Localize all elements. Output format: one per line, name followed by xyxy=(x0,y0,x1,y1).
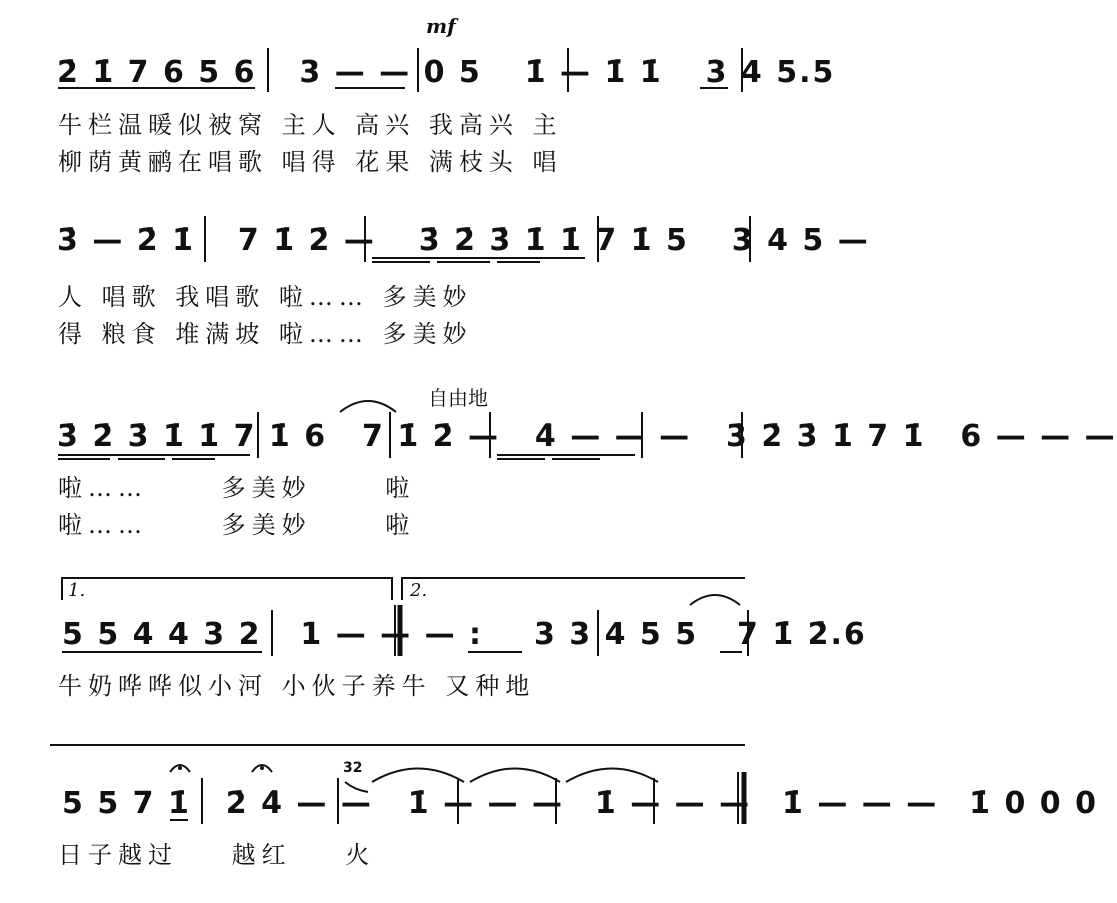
dynamic-mark-mf: mf xyxy=(426,14,456,38)
measure-4-1: 5 5 4 4 3 2 xyxy=(62,617,262,652)
tempo-mark: 自由地 xyxy=(428,386,488,410)
measure-1-1: 2̇ 1̇ 7 6 5 6 xyxy=(57,55,257,90)
tie xyxy=(470,769,560,783)
measure-5-4: 1̇ — — — xyxy=(594,786,752,821)
fermata-dot xyxy=(178,766,182,770)
lyrics-verse-1: 牛奶哗哗似小河 小伙子养牛 又种地 xyxy=(58,672,536,700)
measure-5-1: 5 5 7 1̇ xyxy=(62,786,191,821)
measure-4-4: 7 1̇ 2̇.6 xyxy=(737,617,867,652)
measure-2-1: 3̇ — 2̇ 1̇ xyxy=(57,223,195,258)
measure-1-3: 1̇ — 1̇ 1̇ xyxy=(524,55,663,90)
lyrics-verse-1: 牛栏温暖似被窝 主人 高兴 我高兴 主 xyxy=(58,111,563,139)
lyrics-verse-1: 啦…… 多美妙 啦 xyxy=(58,474,416,502)
measure-4-2: 1 — — — : xyxy=(300,617,484,652)
measure-5-3: 1̇ — — — xyxy=(407,786,564,821)
measure-3-1: 3̇ 2̇ 3̇ 1̇ 1̇ 7 1̇ 6 xyxy=(57,419,328,454)
lyrics-verse-2: 柳荫黄鹂在唱歌 唱得 花果 满枝头 唱 xyxy=(58,148,563,176)
measure-1-4: 3 4 5.5 xyxy=(705,55,836,90)
volta-bracket-1 xyxy=(62,578,392,600)
grace-slur xyxy=(345,782,368,792)
measure-5-6: 1̇ 0 0 0 xyxy=(969,786,1098,821)
measure-2-4: 3 4 5 — xyxy=(731,223,870,258)
tie xyxy=(566,769,658,783)
lyrics-verse-1: 人 唱歌 我唱歌 啦…… 多美妙 xyxy=(58,283,473,311)
measure-1-2: 3 — — 0 5 xyxy=(299,55,482,90)
lyrics-verse-2: 得 粮食 堆满坡 啦…… 多美妙 xyxy=(58,320,473,348)
measure-4-3: 3 3 4 5 5 xyxy=(533,617,699,652)
measure-3-2: 7 1̇ 2̇ — xyxy=(362,419,500,454)
slur xyxy=(340,401,396,412)
measure-5-5: 1̇ — — — xyxy=(782,786,939,821)
measure-2-3: 3̇ 2̇ 3̇ 1̇ 1̇ 7 1̇ 5 xyxy=(418,223,689,258)
lyrics-verse-2: 啦…… 多美妙 啦 xyxy=(58,511,416,539)
measure-3-4: 3̇ 2̇ 3̇ 1̇ 7 1̇ xyxy=(726,419,926,454)
measure-5-2: 2̇ 4̇ — — xyxy=(225,786,373,821)
measure-2-2: 7 1̇ 2̇ — xyxy=(237,223,376,258)
measure-3-5: 6 — — — xyxy=(960,419,1117,454)
slur xyxy=(690,595,740,605)
lyrics-verse-1: 日子越过 越红 火 xyxy=(58,841,376,869)
ending-1-label: 1. xyxy=(68,580,86,601)
grace-notes: 32 xyxy=(343,760,363,776)
tie xyxy=(372,769,464,783)
measure-3-3: 4̇ — — — xyxy=(534,419,692,454)
volta-bracket-2 xyxy=(402,578,745,600)
ending-2-label: 2. xyxy=(410,580,428,601)
fermata-dot xyxy=(260,766,264,770)
